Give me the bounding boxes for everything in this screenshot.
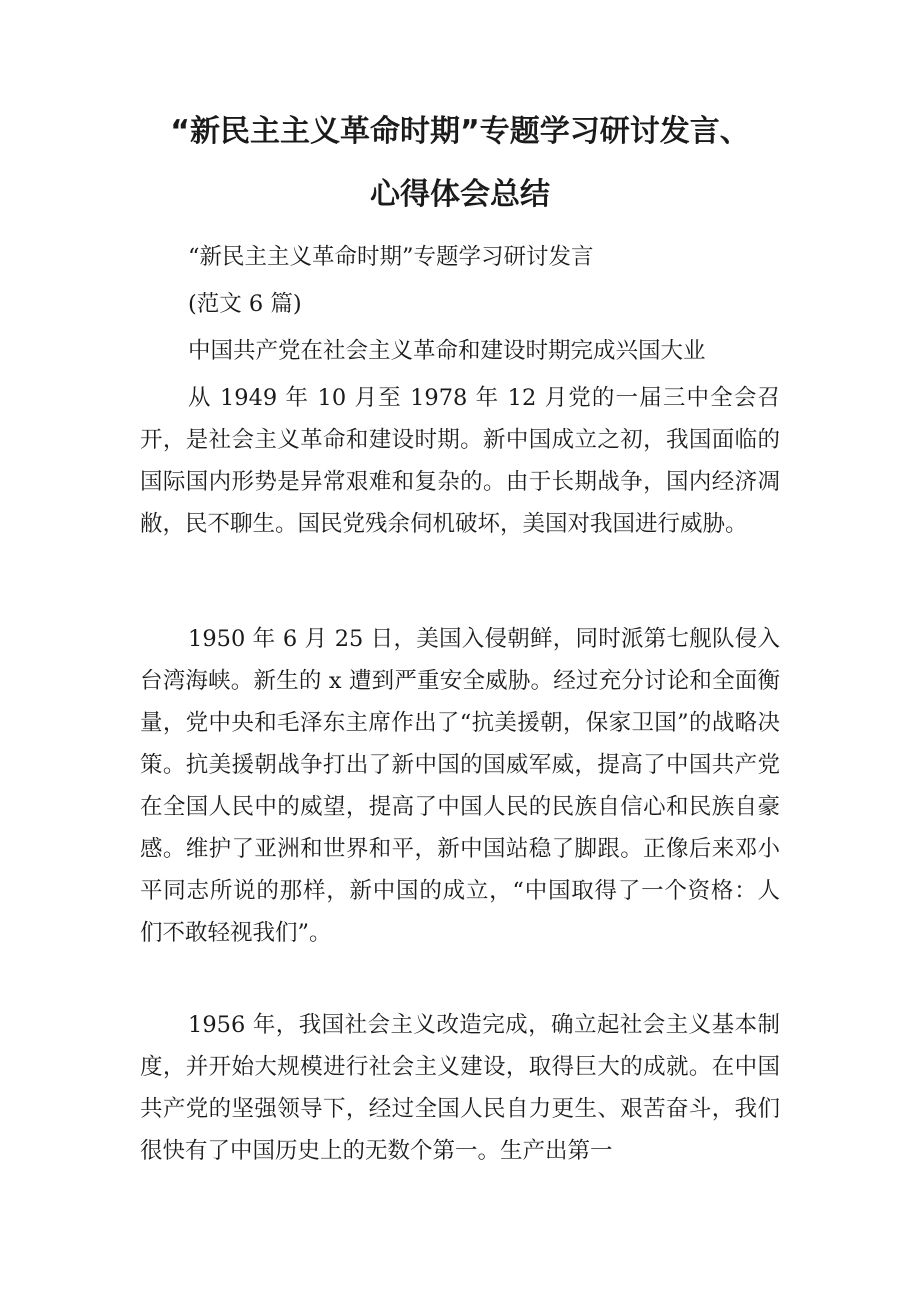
body-paragraph-1: 从 1949 年 10 月至 1978 年 12 月党的一届三中全会召开，是社会主义革命和建设时期。新中国成立之初，我国面临的国际国内形势是异常艰难和复杂的。由于长期战争，国内经济凋敝，民不聊生。国民党残余伺机破坏，美国对我国进行威胁。 bbox=[140, 385, 780, 537]
body-paragraph-3: 1956 年，我国社会主义改造完成，确立起社会主义基本制度，并开始大规模进行社会主义建设，取得巨大的成就。在中国共产党的坚强领导下，经过全国人民自力更生、艰苦奋斗，我们很快有了中国历史上的无数个第一。生产出第一 bbox=[140, 1012, 780, 1164]
body-paragraph-2: 1950 年 6 月 25 日，美国入侵朝鲜，同时派第七舰队侵入台湾海峡。新生的 x 遭到严重安全威胁。经过充分讨论和全面衡量，党中央和毛泽东主席作出了“抗美援朝，保家卫国”的战略决策。抗美援朝战争打出了新中国的国威军威，提高了中国共产党在全国人民中的威望，提高了中国人民的民族自信心和民族自豪感。维护了亚洲和世界和平，新中国站稳了脚跟。正像后来邓小平同志所说的那样，新中国的成立，“中国取得了一个资格：人们不敢轻视我们”。 bbox=[140, 626, 780, 946]
document-title-line-2: 心得体会总结 bbox=[370, 177, 550, 212]
section-heading: 中国共产党在社会主义革命和建设时期完成兴国大业 bbox=[188, 338, 706, 364]
document-subtitle: “新民主主义革命时期”专题学习研讨发言 bbox=[188, 244, 594, 270]
sample-count-note: (范文 6 篇) bbox=[188, 291, 302, 317]
document-title-line-1: “新民主主义革命时期”专题学习研讨发言、 bbox=[170, 114, 750, 149]
